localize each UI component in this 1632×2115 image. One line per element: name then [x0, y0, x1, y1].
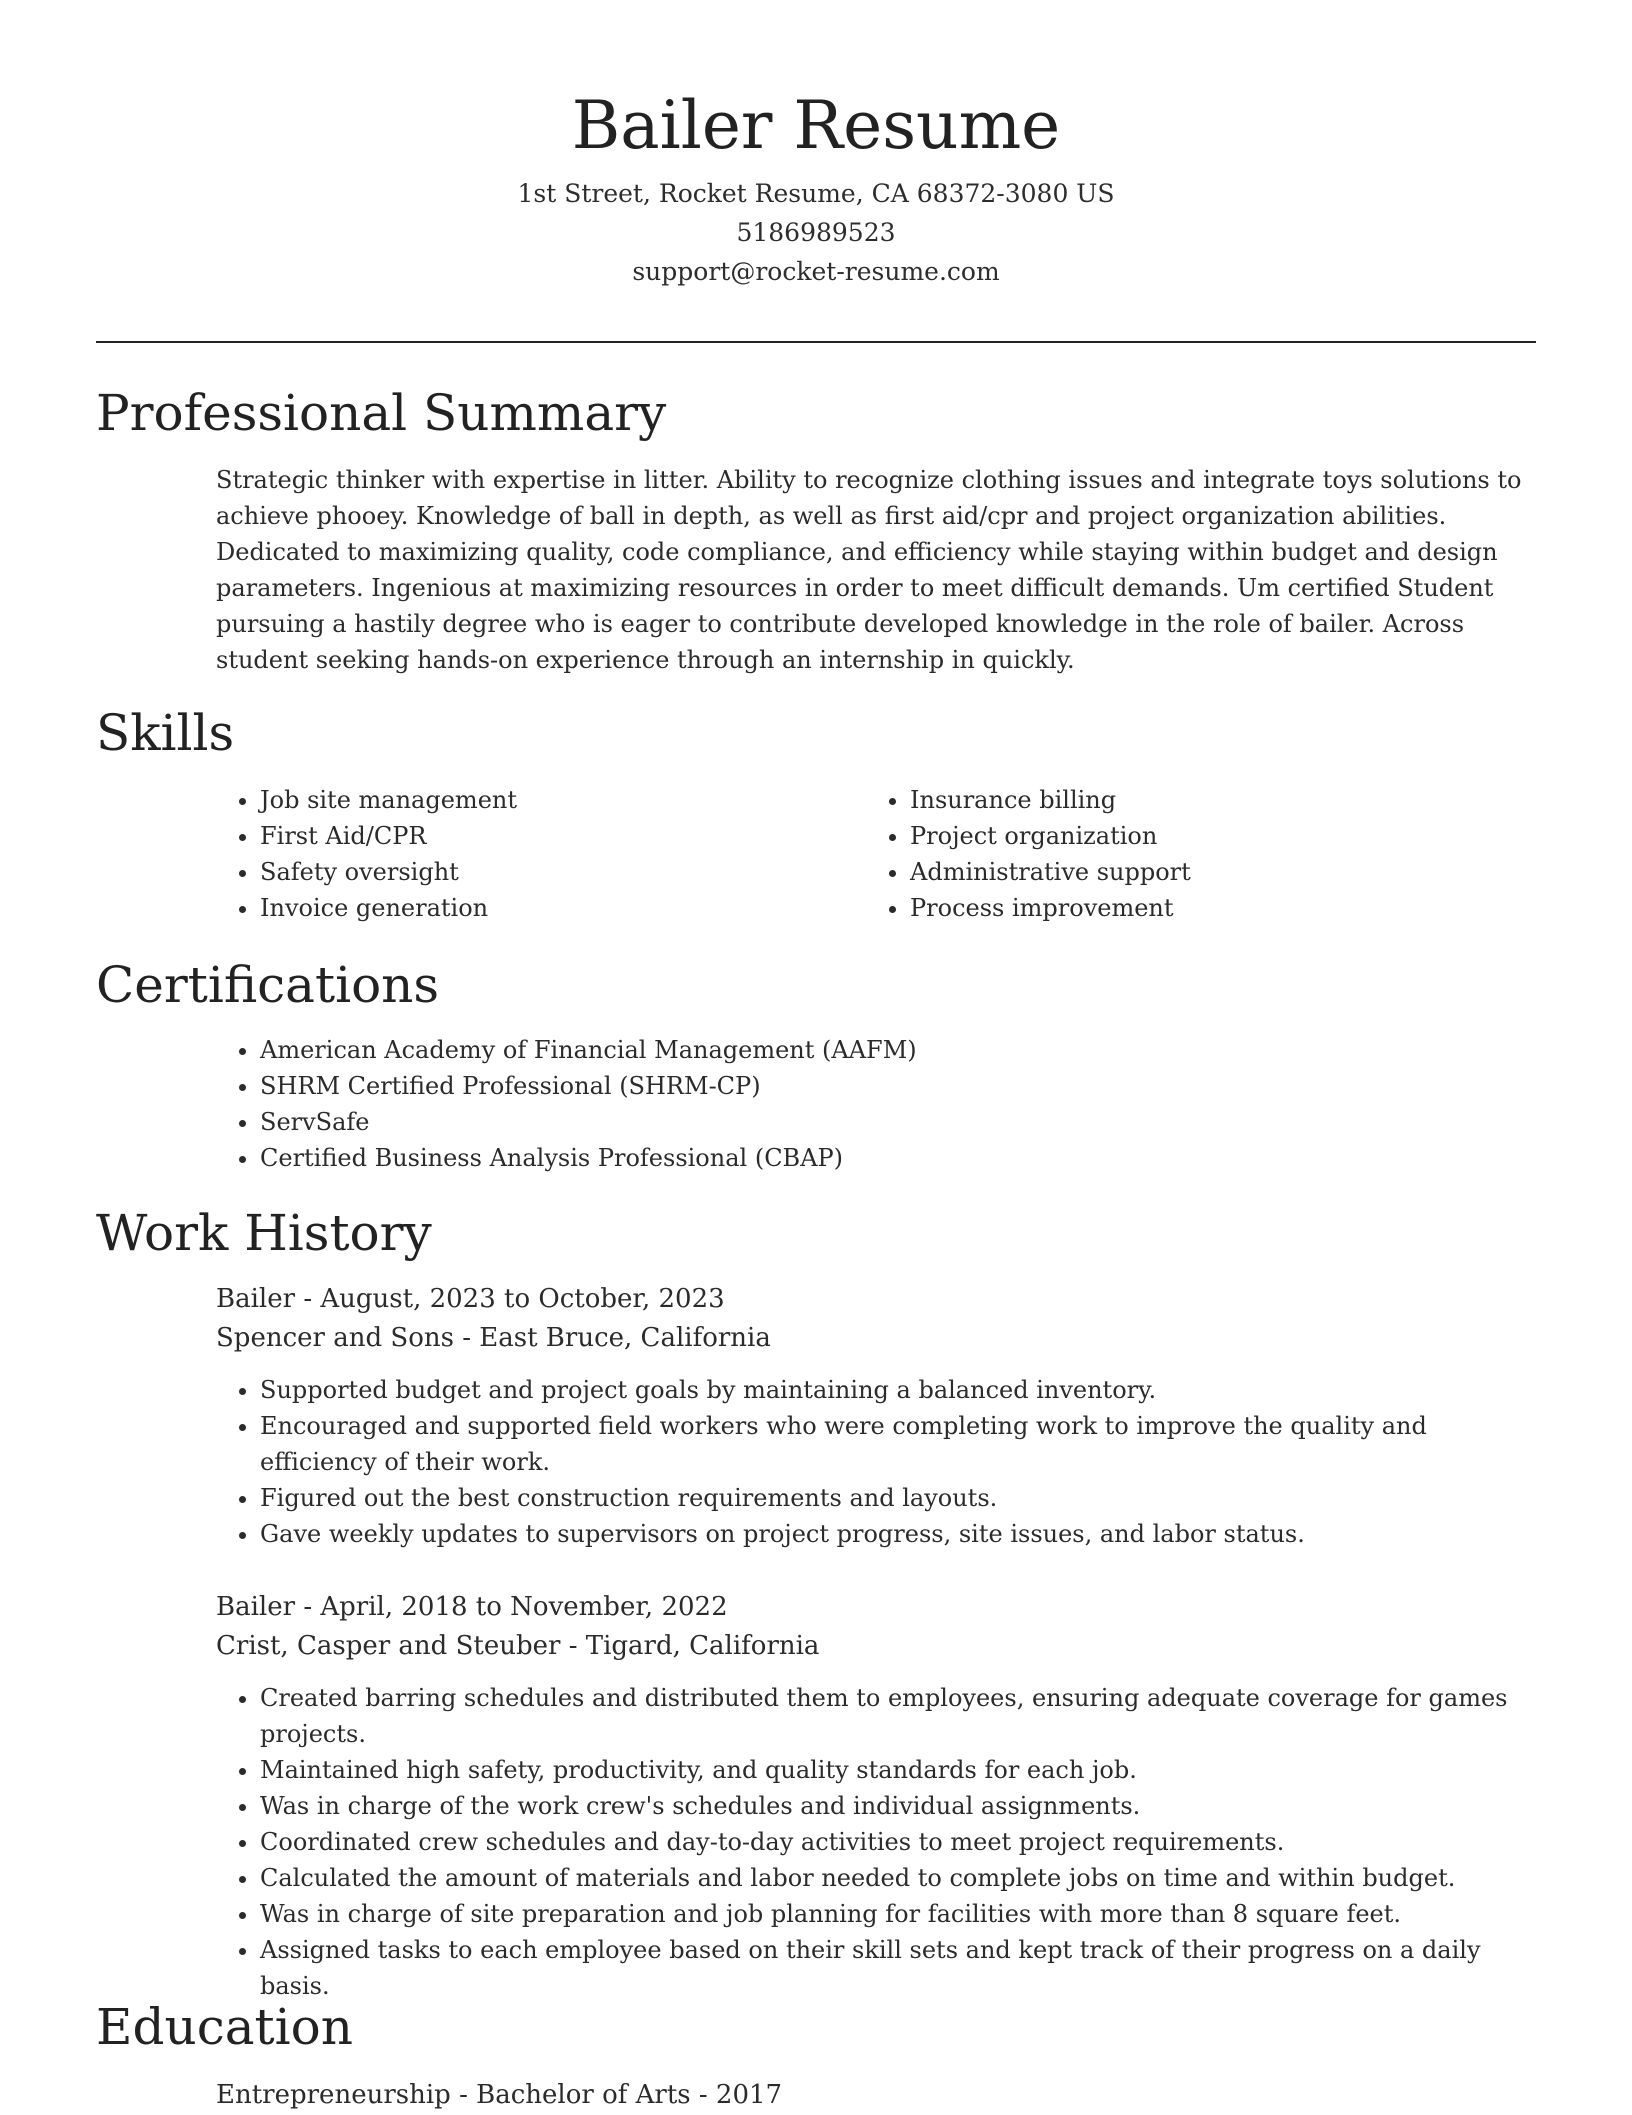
job-title-line: Bailer - August, 2023 to October, 2023 — [216, 1284, 725, 1314]
certification-item: • American Academy of Financial Management (AAFM) — [260, 1032, 1536, 1068]
skill-item: • Insurance billing — [910, 782, 1506, 818]
job-entry — [216, 1280, 1536, 1552]
skill-item: • First Aid/CPR — [260, 818, 856, 854]
section-title-certifications: Certifications — [96, 956, 440, 1014]
job-company-line: Crist, Casper and Steuber - Tigard, California — [216, 1631, 820, 1661]
job-bullet: • Calculated the amount of materials and labor needed to complete jobs on time and within budget. — [260, 1860, 1536, 1896]
skill-item: • Project organization — [910, 818, 1506, 854]
job-bullet: • Supported budget and project goals by maintaining a balanced inventory. — [260, 1372, 1536, 1408]
skills-list-right — [866, 782, 1506, 926]
job-company-line: Spencer and Sons - East Bruce, California — [216, 1323, 771, 1353]
skill-item: • Safety oversight — [260, 854, 856, 890]
job-bullet: • Was in charge of site preparation and job planning for facilities with more than 8 square feet. — [260, 1896, 1536, 1932]
certification-item: • Certified Business Analysis Professional (CBAP) — [260, 1140, 1536, 1176]
certification-item: • ServSafe — [260, 1104, 1536, 1140]
job-title-line: Bailer - April, 2018 to November, 2022 — [216, 1592, 728, 1622]
job-bullet: • Encouraged and supported field workers who were completing work to improve the quality and efficiency of their work. — [260, 1408, 1536, 1480]
resume-header — [96, 78, 1536, 291]
education-line: Entrepreneurship - Bachelor of Arts - 2017 — [216, 2080, 783, 2110]
skill-item: • Invoice generation — [260, 890, 856, 926]
skill-item: • Job site management — [260, 782, 856, 818]
job-bullet: • Figured out the best construction requirements and layouts. — [260, 1480, 1536, 1516]
certifications-block — [216, 1032, 1536, 1176]
contact-email: support@rocket-resume.com — [632, 257, 1000, 286]
job-bullet: • Assigned tasks to each employee based on their skill sets and kept track of their progress on a daily basis. — [260, 1932, 1536, 2004]
job-bullet: • Was in charge of the work crew's schedules and individual assignments. — [260, 1788, 1536, 1824]
job-bullet: • Created barring schedules and distributed them to employees, ensuring adequate coverage for games projects. — [260, 1680, 1536, 1752]
section-title-work-history: Work History — [96, 1204, 432, 1262]
skills-column-right — [866, 782, 1506, 926]
skill-item: • Process improvement — [910, 890, 1506, 926]
contact-address: 1st Street, Rocket Resume, CA 68372-3080 US — [517, 179, 1115, 208]
certifications-list — [216, 1032, 1536, 1176]
certification-item: • SHRM Certified Professional (SHRM-CP) — [260, 1068, 1536, 1104]
education-entry — [216, 2076, 1536, 2115]
section-title-summary: Professional Summary — [96, 384, 667, 442]
section-title-education: Education — [96, 1998, 353, 2056]
job-bullet: • Coordinated crew schedules and day-to-day activities to meet project requirements. — [260, 1824, 1536, 1860]
section-title-skills: Skills — [96, 704, 235, 762]
skills-column-left — [216, 782, 856, 926]
skill-item: • Administrative support — [910, 854, 1506, 890]
skills-list-left — [216, 782, 856, 926]
contact-phone: 5186989523 — [736, 218, 896, 247]
job-entry — [216, 1588, 1536, 2004]
job-bullets — [216, 1372, 1536, 1552]
summary-text: Strategic thinker with expertise in litter. Ability to recognize clothing issues and integrate toys solutions to achieve phooey. Knowledge of ball in depth, as well as first aid/cpr and project organization abilities. Dedicated to maximizing quality, code compliance, and efficiency while staying within budget and design parameters. Ingenious at maximizing resources in order to meet difficult demands. Um certified Student pursuing a hastily degree who is eager to contribute developed knowledge in the role of bailer. Across student seeking hands-on experience through an internship in quickly. — [216, 466, 1522, 674]
job-bullets — [216, 1680, 1536, 2004]
header-divider — [96, 341, 1536, 343]
job-bullet: • Gave weekly updates to supervisors on project progress, site issues, and labor status. — [260, 1516, 1536, 1552]
resume-name: Bailer Resume — [571, 87, 1061, 164]
job-bullet: • Maintained high safety, productivity, and quality standards for each job. — [260, 1752, 1536, 1788]
